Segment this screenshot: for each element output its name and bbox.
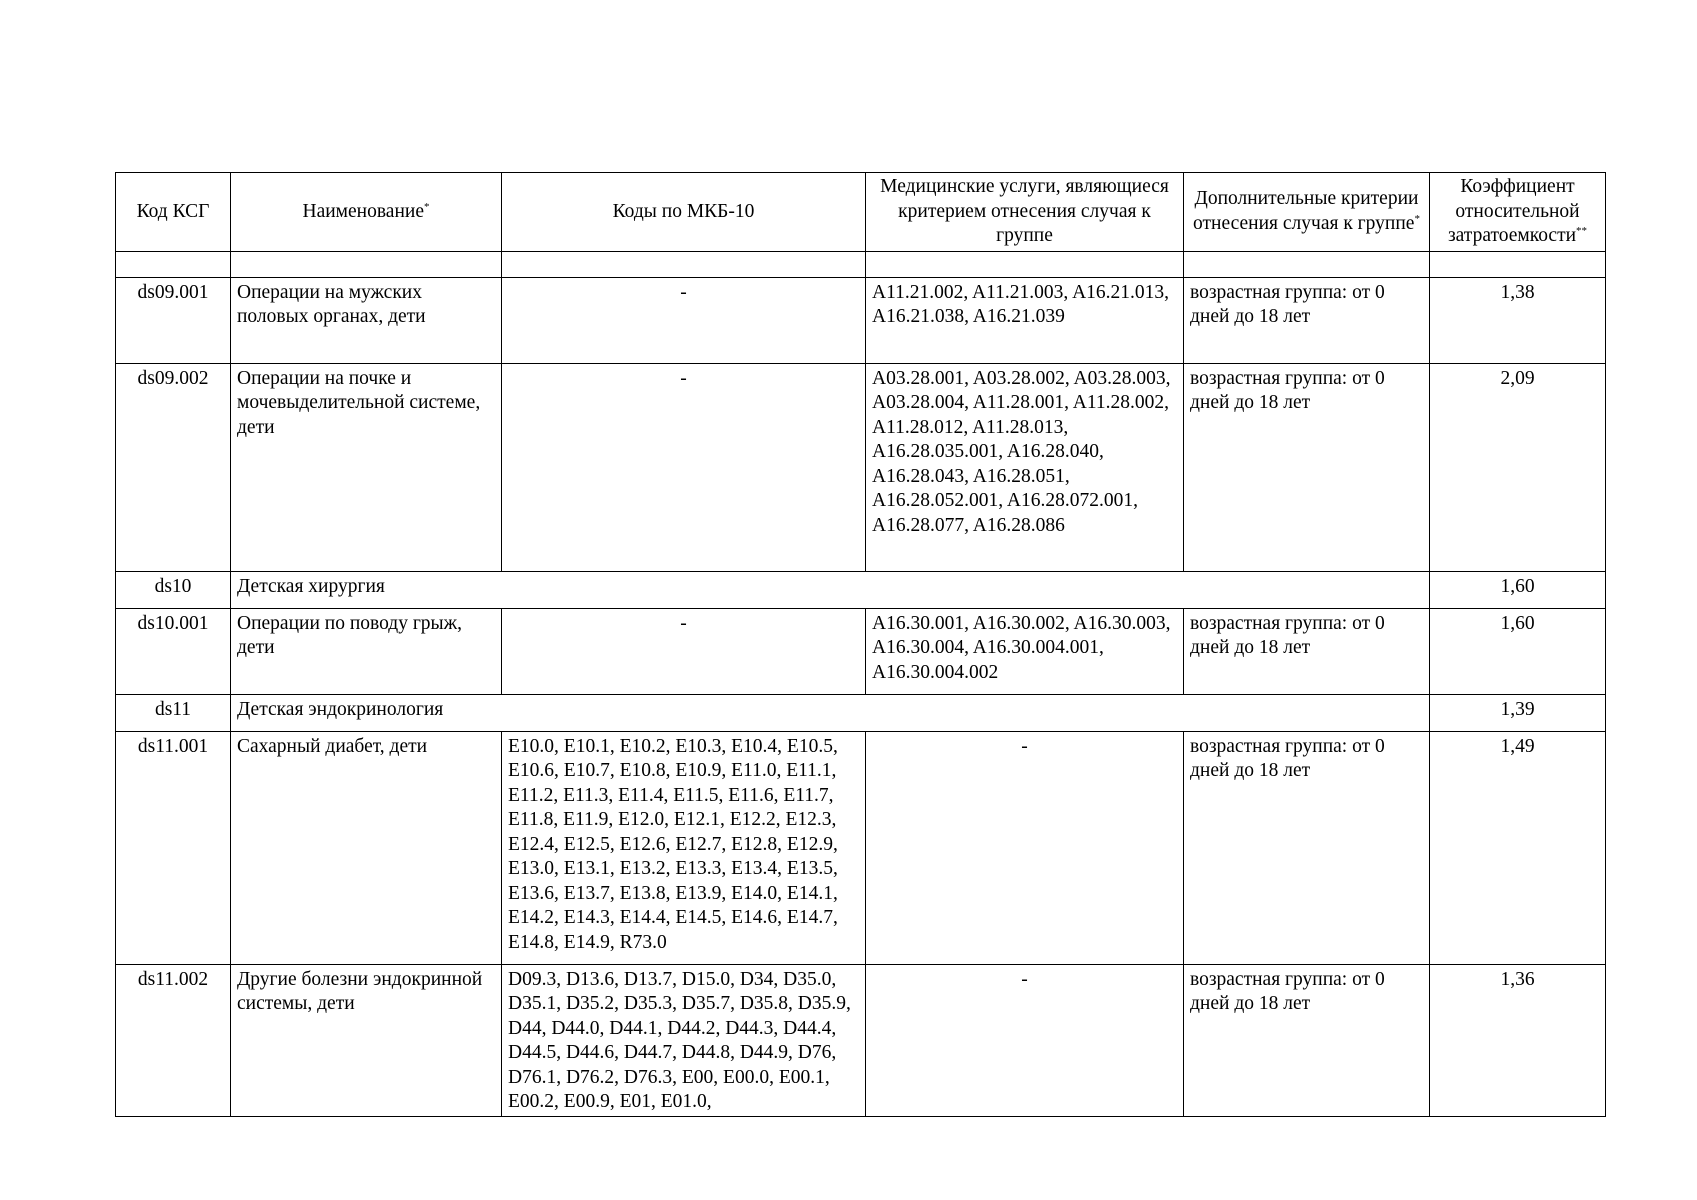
header-row — [116, 173, 1606, 252]
header-coef-footnote: ** — [1576, 225, 1588, 237]
row-mkb: D09.3, D13.6, D13.7, D15.0, D34, D35.0, D35.1, D35.2, D35.3, D35.7, D35.8, D35.9, D44, D44.0, D44.1, D44.2, D44.3, D44.4, D44.5, D44.6, D44.7, D44.8, D44.9, D76, D76.1, D76.2, D76.3, E00, E00.0, E00.1, E00.2, E00.9, E01, E01.0, — [502, 964, 866, 1116]
row-code: ds11.002 — [116, 964, 231, 1116]
header-coef-text: Коэффициент относительной затратоемкости — [1447, 176, 1580, 246]
row-services: A03.28.001, A03.28.002, A03.28.003, A03.28.004, A11.28.001, A11.28.002, A11.28.012, A11.28.013, A16.28.035.001, A16.28.040, A16.28.043, A16.28.051, A16.28.052.001, A16.28.072.001, A16.28.077, A16.28.086 — [866, 363, 1184, 571]
row-name: Сахарный диабет, дети — [231, 731, 502, 964]
row-criteria: возрастная группа: от 0 дней до 18 лет — [1184, 964, 1430, 1116]
table-row — [116, 964, 1606, 1116]
section-name: Детская эндокринология — [231, 694, 1430, 731]
section-name: Детская хирургия — [231, 571, 1430, 608]
row-coef: 2,09 — [1430, 363, 1606, 571]
row-criteria: возрастная группа: от 0 дней до 18 лет — [1184, 363, 1430, 571]
row-mkb: E10.0, E10.1, E10.2, E10.3, E10.4, E10.5, E10.6, E10.7, E10.8, E10.9, E11.0, E11.1, E11.2, E11.3, E11.4, E11.5, E11.6, E11.7, E11.8, E11.9, E12.0, E12.1, E12.2, E12.3, E12.4, E12.5, E12.6, E12.7, E12.8, E12.9, E13.0, E13.1, E13.2, E13.3, E13.4, E13.5, E13.6, E13.7, E13.8, E13.9, E14.0, E14.1, E14.2, E14.3, E14.4, E14.5, E14.6, E14.7, E14.8, E14.9, R73.0 — [502, 731, 866, 964]
table-row — [116, 731, 1606, 964]
section-row — [116, 571, 1606, 608]
row-services: - — [866, 731, 1184, 964]
header-code: Код КСГ — [116, 173, 231, 252]
row-code: ds09.002 — [116, 363, 231, 571]
section-code: ds11 — [116, 694, 231, 731]
header-criteria — [1184, 173, 1430, 252]
row-services: A11.21.002, A11.21.003, A16.21.013, A16.21.038, A16.21.039 — [866, 277, 1184, 363]
spacer-row — [116, 251, 1606, 277]
section-coef: 1,39 — [1430, 694, 1606, 731]
row-mkb: - — [502, 608, 866, 694]
row-code: ds09.001 — [116, 277, 231, 363]
table-row — [116, 363, 1606, 571]
table-row — [116, 608, 1606, 694]
row-coef: 1,36 — [1430, 964, 1606, 1116]
row-coef: 1,49 — [1430, 731, 1606, 964]
header-coef — [1430, 173, 1606, 252]
row-coef: 1,38 — [1430, 277, 1606, 363]
header-mkb: Коды по МКБ-10 — [502, 173, 866, 252]
header-criteria-footnote: * — [1414, 212, 1420, 225]
row-name: Другие болезни эндокринной системы, дети — [231, 964, 502, 1116]
row-code: ds11.001 — [116, 731, 231, 964]
row-mkb: - — [502, 363, 866, 571]
row-criteria: возрастная группа: от 0 дней до 18 лет — [1184, 608, 1430, 694]
ksg-table — [115, 172, 1606, 1117]
row-name: Операции по поводу грыж, дети — [231, 608, 502, 694]
row-name: Операции на мужских половых органах, дети — [231, 277, 502, 363]
row-services: A16.30.001, A16.30.002, A16.30.003, A16.30.004, A16.30.004.001, A16.30.004.002 — [866, 608, 1184, 694]
header-name — [231, 173, 502, 252]
row-coef: 1,60 — [1430, 608, 1606, 694]
section-code: ds10 — [116, 571, 231, 608]
row-name: Операции на почке и мочевыделительной системе, дети — [231, 363, 502, 571]
header-services: Медицинские услуги, являющиеся критерием отнесения случая к группе — [866, 173, 1184, 252]
header-criteria-text: Дополнительные критерии отнесения случая к группе — [1193, 188, 1419, 234]
row-code: ds10.001 — [116, 608, 231, 694]
header-name-text: Наименование — [302, 200, 424, 222]
header-name-footnote: * — [424, 200, 430, 213]
row-criteria: возрастная группа: от 0 дней до 18 лет — [1184, 277, 1430, 363]
section-row — [116, 694, 1606, 731]
row-services: - — [866, 964, 1184, 1116]
row-mkb: - — [502, 277, 866, 363]
section-coef: 1,60 — [1430, 571, 1606, 608]
row-criteria: возрастная группа: от 0 дней до 18 лет — [1184, 731, 1430, 964]
table-row — [116, 277, 1606, 363]
